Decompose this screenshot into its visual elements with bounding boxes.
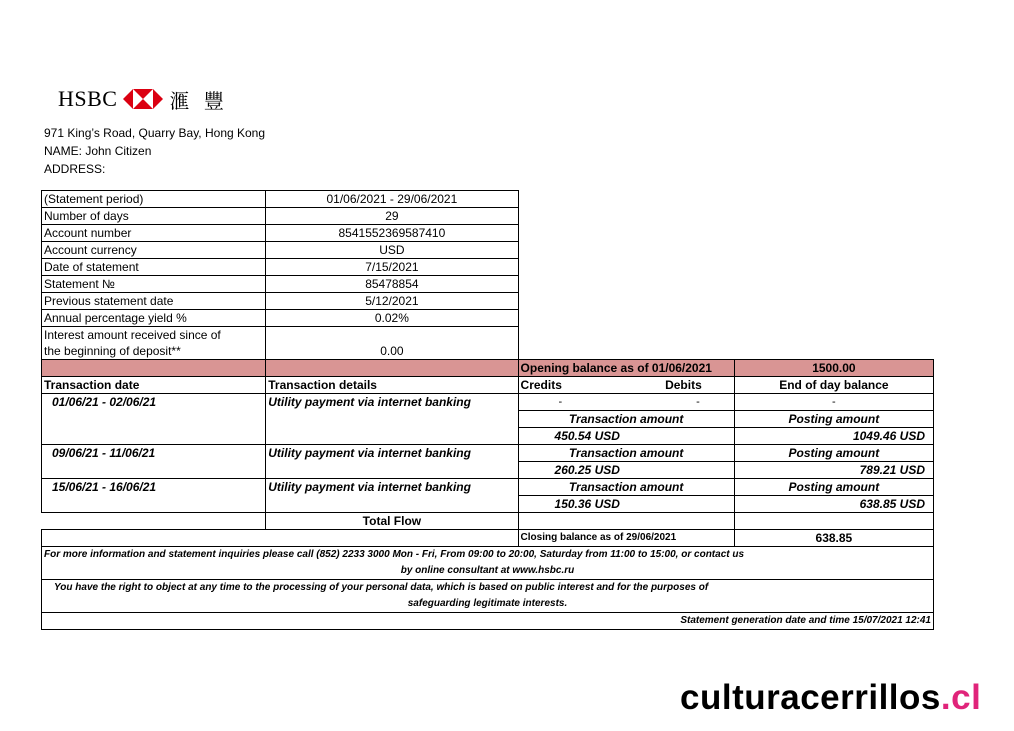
address-label: ADDRESS: xyxy=(44,162,106,176)
info-line-1: For more information and statement inquiries please call (852) 2233 3000 Mon - Fri, From 09:00 to 20:00, Saturday from 11:00 to 15:00, or contact us xyxy=(42,547,934,564)
watermark xyxy=(680,678,981,718)
transaction-row xyxy=(42,496,934,513)
header-credits: Credits xyxy=(520,378,562,392)
summary-value: 0.02% xyxy=(266,310,518,327)
generation-datetime: Statement generation date and time 15/07/2021 12:41 xyxy=(42,613,934,630)
rights-line-2: safeguarding legitimate interests. xyxy=(42,596,934,613)
closing-balance-label: Closing balance as of 29/06/2021 xyxy=(518,530,734,547)
transaction-details: Utility payment via internet banking xyxy=(266,394,518,411)
summary-label: Number of days xyxy=(42,208,266,225)
interest-value: 0.00 xyxy=(266,343,518,360)
transaction-date: 09/06/21 - 11/06/21 xyxy=(42,445,266,462)
summary-row xyxy=(42,259,934,276)
total-flow-row xyxy=(42,513,934,530)
opening-row xyxy=(42,360,934,377)
summary-row xyxy=(42,225,934,242)
transaction-row xyxy=(42,411,934,428)
transaction-amount-label: Transaction amount xyxy=(518,445,734,462)
summary-row xyxy=(42,208,934,225)
posting-amount: 638.85 USD xyxy=(734,496,933,513)
summary-label: Statement № xyxy=(42,276,266,293)
summary-label: Date of statement xyxy=(42,259,266,276)
summary-row xyxy=(42,276,934,293)
transaction-amount-label: Transaction amount xyxy=(518,411,734,428)
summary-value: 8541552369587410 xyxy=(266,225,518,242)
summary-row xyxy=(42,191,934,208)
transaction-amount: 260.25 USD xyxy=(518,462,734,479)
header-credits-debits xyxy=(518,377,734,394)
header-row xyxy=(42,377,934,394)
logo-text: HSBC xyxy=(58,86,118,111)
info-line-2: by online consultant at www.hsbc.ru xyxy=(42,563,934,580)
rights-line-1: You have the right to object at any time to the processing of your personal data, which is based on public interest and for the purposes of xyxy=(42,580,934,597)
generation-row xyxy=(42,613,934,630)
transaction-row xyxy=(42,394,934,411)
transaction-date: 15/06/21 - 16/06/21 xyxy=(42,479,266,496)
logo-chinese: 滙 豐 xyxy=(169,88,228,113)
summary-value: USD xyxy=(266,242,518,259)
bank-address: 971 King’s Road, Quarry Bay, Hong Kong xyxy=(44,126,266,140)
summary-label: Account currency xyxy=(42,242,266,259)
transaction-row xyxy=(42,462,934,479)
posting-amount-label: Posting amount xyxy=(734,479,933,496)
rights-row-2 xyxy=(42,596,934,613)
rights-row xyxy=(42,580,934,597)
header-transaction-date: Transaction date xyxy=(42,377,266,394)
header-debits: Debits xyxy=(665,378,702,392)
summary-row xyxy=(42,293,934,310)
watermark-suffix: .cl xyxy=(940,678,982,717)
hsbc-logo xyxy=(58,86,228,112)
summary-label: Account number xyxy=(42,225,266,242)
summary-label: Previous statement date xyxy=(42,293,266,310)
interest-label-line2: the beginning of deposit** xyxy=(42,343,266,360)
summary-row xyxy=(42,310,934,327)
transaction-amount-label: Transaction amount xyxy=(518,479,734,496)
summary-label: (Statement period) xyxy=(42,191,266,208)
credits-debits-cell xyxy=(518,394,734,411)
transaction-row xyxy=(42,428,934,445)
transaction-row xyxy=(42,479,934,496)
posting-amount: 1049.46 USD xyxy=(734,428,933,445)
balance-value: - xyxy=(734,394,933,411)
debits-value: - xyxy=(696,396,700,408)
customer-name: NAME: John Citizen xyxy=(44,144,152,158)
header-end-of-day-balance: End of day balance xyxy=(734,377,933,394)
watermark-main: culturacerrillos xyxy=(680,678,941,717)
statement-table xyxy=(41,190,934,630)
summary-value: 29 xyxy=(266,208,518,225)
total-flow-label: Total Flow xyxy=(266,513,518,530)
summary-label: Annual percentage yield % xyxy=(42,310,266,327)
summary-value: 01/06/2021 - 29/06/2021 xyxy=(266,191,518,208)
transaction-details: Utility payment via internet banking xyxy=(266,479,518,496)
info-row xyxy=(42,547,934,564)
summary-row xyxy=(42,242,934,259)
opening-balance-value: 1500.00 xyxy=(734,360,933,377)
transaction-details: Utility payment via internet banking xyxy=(266,445,518,462)
summary-value: 85478854 xyxy=(266,276,518,293)
summary-value: 7/15/2021 xyxy=(266,259,518,276)
interest-row-2 xyxy=(42,343,934,360)
info-row-2 xyxy=(42,563,934,580)
posting-amount-label: Posting amount xyxy=(734,445,933,462)
closing-balance-value: 638.85 xyxy=(734,530,933,547)
transaction-row xyxy=(42,445,934,462)
interest-row xyxy=(42,327,934,344)
closing-row xyxy=(42,530,934,547)
posting-amount: 789.21 USD xyxy=(734,462,933,479)
summary-value: 5/12/2021 xyxy=(266,293,518,310)
transaction-amount: 150.36 USD xyxy=(518,496,734,513)
opening-balance-label: Opening balance as of 01/06/2021 xyxy=(518,360,734,377)
credits-value: - xyxy=(558,396,563,408)
transaction-date: 01/06/21 - 02/06/21 xyxy=(42,394,266,411)
transaction-amount: 450.54 USD xyxy=(518,428,734,445)
posting-amount-label: Posting amount xyxy=(734,411,933,428)
header-transaction-details: Transaction details xyxy=(266,377,518,394)
hsbc-hexagon-icon xyxy=(123,89,163,109)
interest-label-line1: Interest amount received since of xyxy=(42,327,266,344)
